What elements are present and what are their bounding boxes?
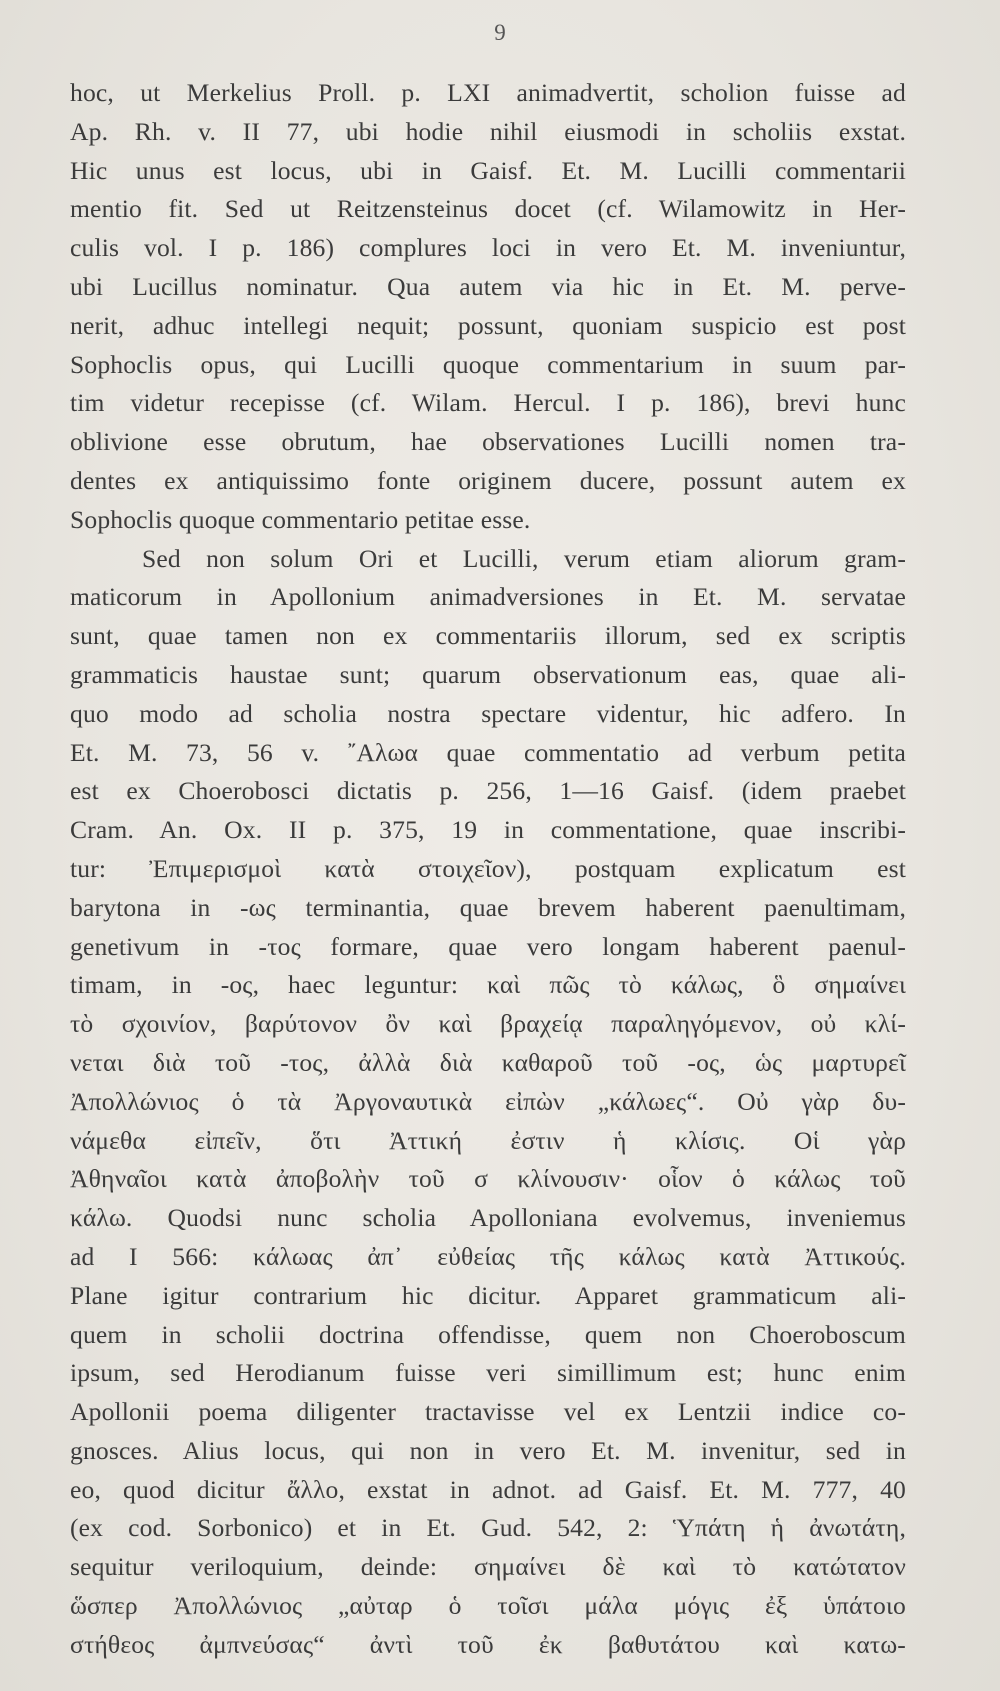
text-line: ὥσπερ Ἀπολλώνιος „αὐταρ ὁ τοῖσι μάλα μόγις ἐξ ὑπάτοιο bbox=[70, 1591, 906, 1621]
text-line: ad I 566: κάλωας ἀπ᾽ εὐθείας τῆς κάλως κατὰ Ἀττικούς. bbox=[70, 1241, 906, 1271]
text-line: barytona in -ως terminantia, quae brevem haberent paenultimam, bbox=[70, 892, 906, 922]
text-line: sequitur veriloquium, deinde: σημαίνει δὲ καὶ τὸ κατώτατον bbox=[70, 1552, 906, 1582]
text-line: Sophoclis quoque commentario petitae esse. bbox=[70, 504, 531, 534]
text-line: nerit, adhuc intellegi nequit; possunt, quoniam suspicio est post bbox=[70, 310, 906, 340]
text-line: quem in scholii doctrina offendisse, quem non Choeroboscum bbox=[70, 1319, 906, 1349]
text-line: νεται διὰ τοῦ -τος, ἀλλὰ διὰ καθαροῦ τοῦ -ος, ὡς μαρτυρεῖ bbox=[70, 1047, 906, 1077]
text-line: eo, quod dicitur ἄλλο, exstat in adnot. ad Gaisf. Et. M. 777, 40 bbox=[70, 1474, 906, 1504]
text-line: Et. M. 73, 56 v. ῎Αλωα quae commentatio ad verbum petita bbox=[70, 737, 906, 767]
text-line: grammaticis haustae sunt; quarum observationum eas, quae ali- bbox=[70, 659, 906, 689]
text-line: Sed non solum Ori et Lucilli, verum etiam aliorum gram- bbox=[142, 543, 906, 573]
text-line: κάλω. Quodsi nunc scholia Apolloniana evolvemus, inveniemus bbox=[70, 1203, 906, 1233]
text-line: ipsum, sed Herodianum fuisse veri simillimum est; hunc enim bbox=[70, 1358, 906, 1388]
text-line: dentes ex antiquissimo fonte originem ducere, possunt autem ex bbox=[70, 465, 906, 495]
text-line: oblivione esse obrutum, hae observationes Lucilli nomen tra- bbox=[70, 427, 906, 457]
text-line: est ex Choerobosci dictatis p. 256, 1—16 Gaisf. (idem praebet bbox=[70, 776, 906, 806]
text-line: τὸ σχοινίον, βαρύτονον ὂν καὶ βραχείᾳ παραληγόμενον, οὐ κλί- bbox=[70, 1009, 906, 1039]
body-text bbox=[70, 74, 906, 1665]
text-line: maticorum in Apollonium animadversiones in Et. M. servatae bbox=[70, 582, 906, 612]
text-line: Plane igitur contrarium hic dicitur. Apparet grammaticum ali- bbox=[70, 1280, 906, 1310]
text-line: gnosces. Alius locus, qui non in vero Et. M. invenitur, sed in bbox=[70, 1435, 906, 1465]
text-line: Apollonii poema diligenter tractavisse vel ex Lentzii indice co- bbox=[70, 1397, 906, 1427]
text-line: tim videtur recepisse (cf. Wilam. Hercul. I p. 186), brevi hunc bbox=[70, 388, 906, 418]
text-line: στήθεος ἀμπνεύσας“ ἀντὶ τοῦ ἐκ βαθυτάτου καὶ κατω- bbox=[70, 1629, 906, 1659]
text-line: tur: Ἐπιμερισμοὶ κατὰ στοιχεῖον), postquam explicatum est bbox=[70, 853, 906, 883]
text-line: Ap. Rh. v. II 77, ubi hodie nihil eiusmodi in scholiis exstat. bbox=[70, 116, 906, 146]
text-line: (ex cod. Sorbonico) et in Et. Gud. 542, 2: Ὑπάτη ἡ ἀνωτάτη, bbox=[70, 1513, 906, 1543]
text-line: culis vol. I p. 186) complures loci in vero Et. M. inveniuntur, bbox=[70, 233, 906, 263]
text-line: νάμεθα εἰπεῖν, ὅτι Ἀττική ἐστιν ἡ κλίσις. Οἱ γὰρ bbox=[70, 1125, 906, 1155]
text-line: timam, in -ος, haec leguntur: καὶ πῶς τὸ κάλως, ὃ σημαίνει bbox=[70, 970, 906, 1000]
text-line: Ἀθηναῖοι κατὰ ἀποβολὴν τοῦ σ κλίνουσιν· οἷον ὁ κάλως τοῦ bbox=[70, 1164, 906, 1194]
text-line: mentio fit. Sed ut Reitzensteinus docet (cf. Wilamowitz in Her- bbox=[70, 194, 906, 224]
page-number: 9 bbox=[494, 20, 506, 45]
text-line: Cram. An. Ox. II p. 375, 19 in commentatione, quae inscribi- bbox=[70, 815, 906, 845]
text-line: quo modo ad scholia nostra spectare videntur, hic adfero. In bbox=[70, 698, 906, 728]
text-line: Ἀπολλώνιος ὁ τὰ Ἀργοναυτικὰ εἰπὼν „κάλωες“. Οὐ γὰρ δυ- bbox=[70, 1086, 906, 1116]
text-line: ubi Lucillus nominatur. Qua autem via hic in Et. M. perve- bbox=[70, 271, 906, 301]
text-line: Sophoclis opus, qui Lucilli quoque commentarium in suum par- bbox=[70, 349, 906, 379]
text-line: hoc, ut Merkelius Proll. p. LXI animadvertit, scholion fuisse ad bbox=[70, 78, 906, 107]
text-line: Hic unus est locus, ubi in Gaisf. Et. M. Lucilli commentarii bbox=[70, 155, 906, 185]
text-line: genetivum in -τος formare, quae vero longam haberent paenul- bbox=[70, 931, 906, 961]
text-line: sunt, quae tamen non ex commentariis illorum, sed ex scriptis bbox=[70, 621, 906, 651]
